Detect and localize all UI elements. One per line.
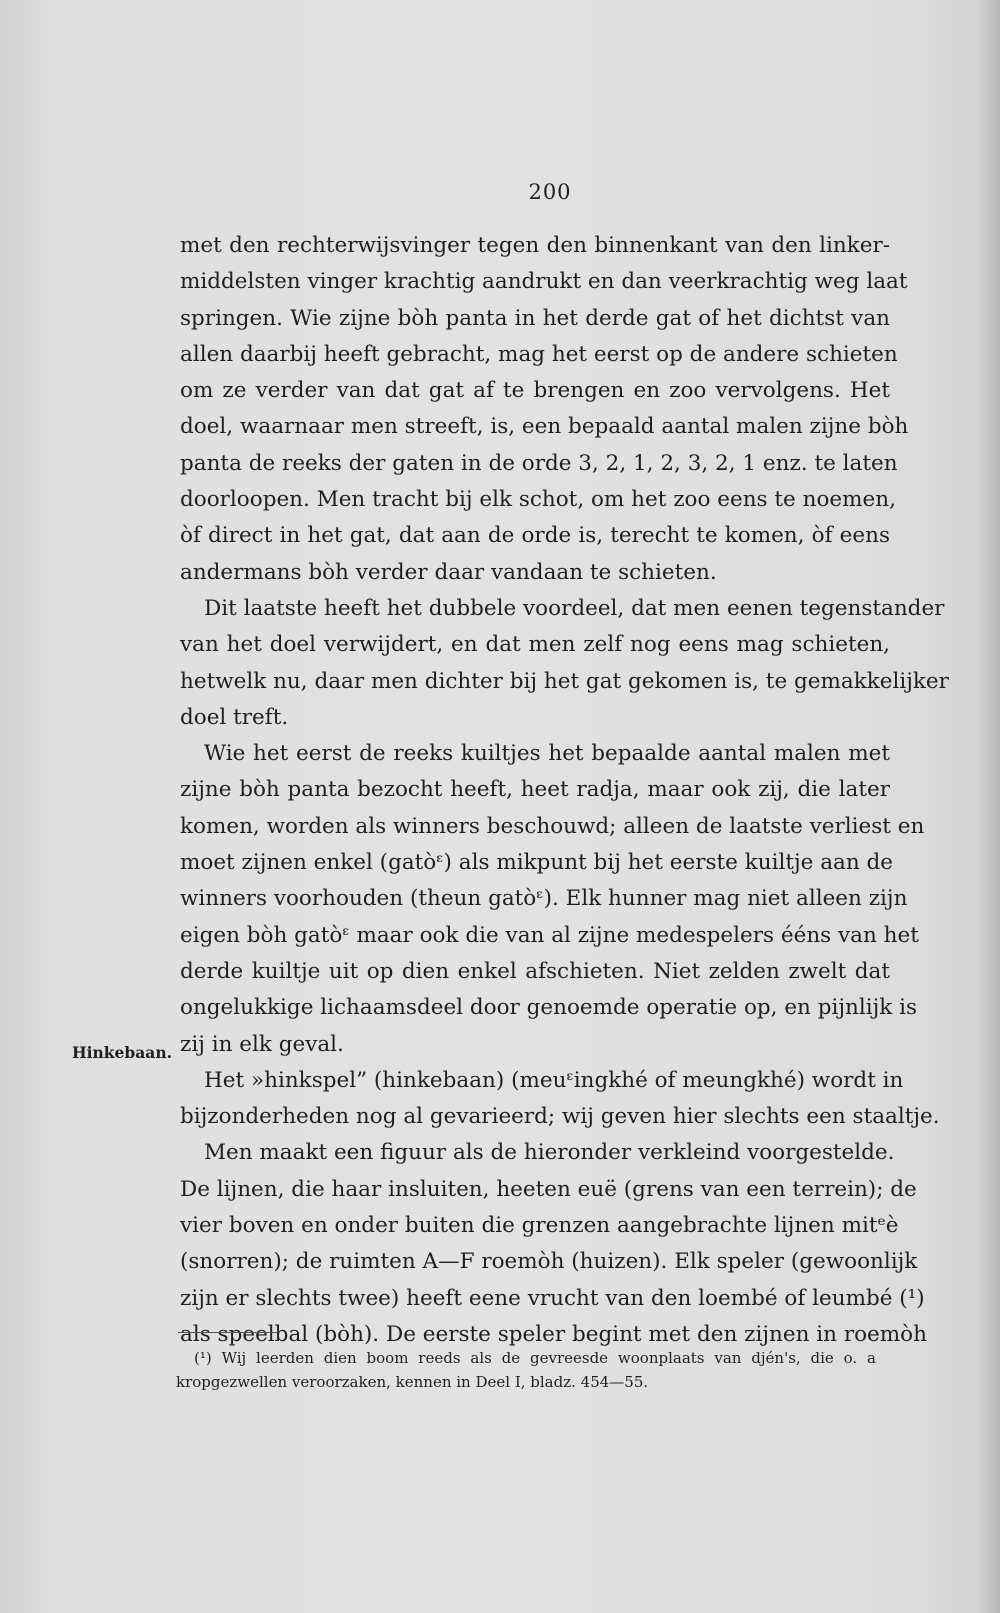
text-line: zij in elk geval. xyxy=(180,1031,344,1057)
text-line: andermans bòh verder daar vandaan te schieten. xyxy=(180,559,717,585)
footnote-rule xyxy=(178,1332,278,1333)
text-line: zijne bòh panta bezocht heeft, heet radja, maar ook zij, die later xyxy=(180,777,890,803)
text-line: De lijnen, die haar insluiten, heeten euë (grens van een terrein); de xyxy=(180,1176,917,1202)
text-line: komen, worden als winners beschouwd; alleen de laatste verliest en xyxy=(180,813,925,839)
text-line: met den rechterwijsvinger tegen den binnenkant van den linker- xyxy=(180,233,890,258)
text-line: als speelbal (bòh). De eerste speler begint met den zijnen in roemòh xyxy=(180,1321,927,1347)
text-line: ongelukkige lichaamsdeel door genoemde operatie op, en pijnlijk is xyxy=(180,995,918,1021)
body-text xyxy=(180,228,949,1353)
text-line: (snorren); de ruimten A—F roemòh (huizen). Elk speler (gewoonlijk xyxy=(180,1249,918,1275)
text-line: Dit laatste heeft het dubbele voordeel, dat men eenen tegenstander xyxy=(204,595,945,621)
text-line: moet zijnen enkel (gatòᵋ) als mikpunt bij het eerste kuiltje aan de xyxy=(180,850,893,876)
margin-note: Hinkebaan. xyxy=(72,1043,172,1062)
text-line: middelsten vinger krachtig aandrukt en dan veerkrachtig weg laat xyxy=(180,269,908,295)
page-number: 200 xyxy=(528,180,572,204)
text-line: winners voorhouden (theun gatòᵋ). Elk hunner mag niet alleen zijn xyxy=(180,886,908,912)
text-line: allen daarbij heeft gebracht, mag het eerst op de andere schieten xyxy=(180,341,898,367)
text-line: Het »hinkspel” (hinkebaan) (meuᵋingkhé of meungkhé) wordt in xyxy=(204,1067,904,1093)
text-line: doel treft. xyxy=(180,704,289,730)
text-line: eigen bòh gatòᵋ maar ook die van al zijne medespelers ééns van het xyxy=(180,922,919,948)
text-line: panta de reeks der gaten in de orde 3, 2, 1, 2, 3, 2, 1 enz. te laten xyxy=(180,450,898,476)
text-line: zijn er slechts twee) heeft eene vrucht van den loembé of leumbé (¹) xyxy=(180,1285,925,1311)
text-line: springen. Wie zijne bòh panta in het derde gat of het dichtst van xyxy=(180,305,890,331)
text-line: hetwelk nu, daar men dichter bij het gat gekomen is, te gemakkelijker xyxy=(180,668,949,694)
text-line: òf direct in het gat, dat aan de orde is, terecht te komen, òf eens xyxy=(180,523,890,549)
text-line: bijzonderheden nog al gevarieerd; wij geven hier slechts een staaltje. xyxy=(180,1104,940,1130)
footnote xyxy=(176,1346,876,1394)
text-line: om ze verder van dat gat af te brengen en zoo vervolgens. Het xyxy=(180,378,890,404)
text-line: vier boven en onder buiten die grenzen aangebrachte lijnen mitᵉè xyxy=(180,1213,899,1239)
footnote-line: kropgezwellen veroorzaken, kennen in Deel I, bladz. 454—55. xyxy=(176,1373,649,1391)
text-line: doorloopen. Men tracht bij elk schot, om het zoo eens te noemen, xyxy=(180,487,896,513)
text-line: Men maakt een figuur als de hieronder verkleind voorgestelde. xyxy=(204,1140,895,1166)
text-line: Wie het eerst de reeks kuiltjes het bepaalde aantal malen met xyxy=(204,741,890,767)
page-edge-shadow xyxy=(978,0,1000,1613)
text-line: derde kuiltje uit op dien enkel afschieten. Niet zelden zwelt dat xyxy=(180,958,890,984)
text-line: doel, waarnaar men streeft, is, een bepaald aantal malen zijne bòh xyxy=(180,414,909,440)
footnote-line: (¹) Wij leerden dien boom reeds als de gevreesde woonplaats van djén's, die o. a xyxy=(194,1349,876,1367)
text-line: van het doel verwijdert, en dat men zelf nog eens mag schieten, xyxy=(180,632,890,658)
